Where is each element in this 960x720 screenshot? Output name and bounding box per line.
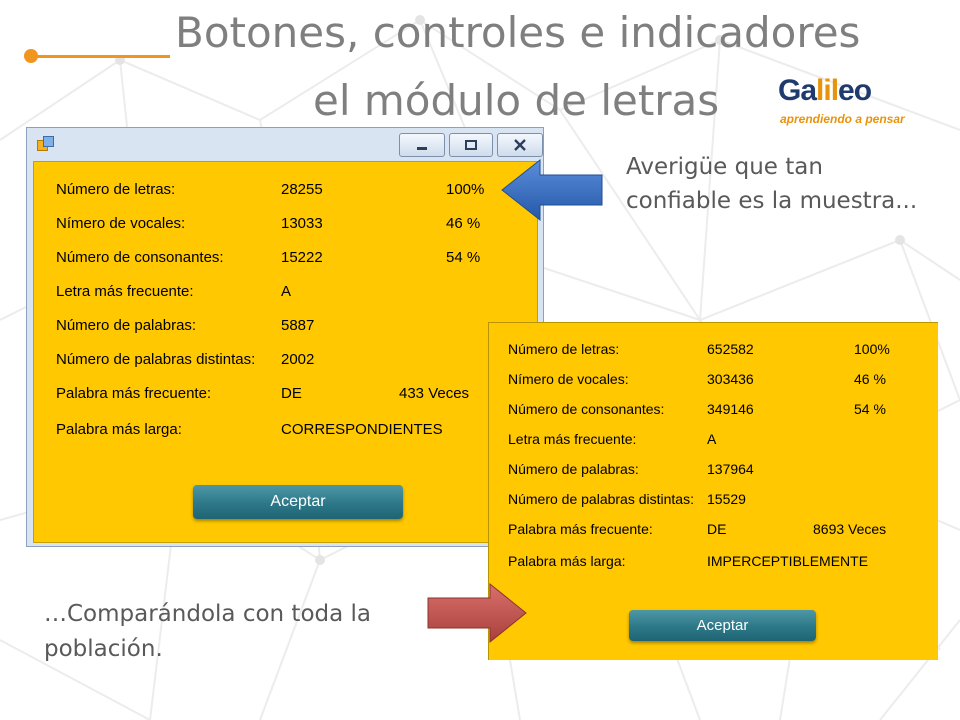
- note-population: …Comparándola con toda la población.: [44, 601, 372, 662]
- form-panel: [33, 161, 538, 543]
- close-button[interactable]: [497, 133, 543, 157]
- row-label: Letra más frecuente:: [508, 431, 637, 447]
- row-value: 28255: [281, 181, 323, 198]
- row-label: Número de palabras:: [56, 317, 197, 334]
- row-label: Número de palabras distintas:: [508, 491, 694, 507]
- row-label: Palabra más larga:: [56, 421, 182, 438]
- row-label: Nímero de vocales:: [56, 215, 186, 232]
- row-value: 349146: [707, 401, 754, 417]
- row-label: Número de letras:: [508, 341, 620, 357]
- row-value: 137964: [707, 461, 754, 477]
- slide-title-line2: el módulo de letras: [313, 76, 720, 125]
- logo-name-highlight: lil: [816, 74, 839, 107]
- restore-button[interactable]: [449, 133, 493, 157]
- row-label: Número de consonantes:: [56, 249, 224, 266]
- row-extra: 46 %: [446, 215, 481, 232]
- red-right-arrow-icon: [426, 582, 528, 644]
- row-value: 303436: [707, 371, 754, 387]
- window-titlebar: [27, 128, 543, 160]
- row-value: CORRESPONDIENTES: [281, 421, 443, 438]
- note-sample: Averigüe que tan confiable es la muestra...: [626, 154, 918, 214]
- row-label: Número de letras:: [56, 181, 176, 198]
- row-extra: 100%: [446, 181, 485, 198]
- restore-icon: [464, 138, 478, 152]
- row-value: DE: [281, 385, 302, 402]
- row-value: A: [281, 283, 292, 300]
- row-label: Letra más frecuente:: [56, 283, 194, 300]
- logo-name-start: Ga: [778, 74, 817, 107]
- row-value: IMPERCEPTIBLEMENTE: [707, 553, 869, 569]
- row-value: 2002: [281, 351, 315, 368]
- sample-results-window: [26, 127, 544, 547]
- row-extra: 54 %: [446, 249, 481, 266]
- row-value: A: [707, 431, 717, 447]
- row-extra: 100%: [854, 341, 890, 357]
- row-value: 15529: [707, 491, 746, 507]
- blue-left-arrow-icon: [500, 158, 604, 222]
- row-label: Palabra más frecuente:: [56, 385, 212, 402]
- row-extra: 46 %: [854, 371, 886, 387]
- close-icon: [513, 138, 527, 152]
- row-label: Palabra más larga:: [508, 553, 626, 569]
- title-accent-dot: [24, 49, 38, 63]
- row-label: Número de palabras distintas:: [56, 351, 256, 368]
- logo-name-end: eo: [838, 74, 872, 107]
- galileo-logo: [778, 70, 918, 130]
- row-value: 15222: [281, 249, 323, 266]
- row-label: Número de consonantes:: [508, 401, 665, 417]
- title-accent-line: [32, 55, 170, 58]
- population-results-window: [488, 322, 938, 660]
- row-label: Nímero de vocales:: [508, 371, 629, 387]
- slide-title: Botones, controles e indicadores: [175, 8, 861, 57]
- row-label: Número de palabras:: [508, 461, 639, 477]
- row-extra: 8693 Veces: [813, 521, 887, 537]
- app-icon: [37, 136, 53, 152]
- row-value: 5887: [281, 317, 315, 334]
- row-value: 13033: [281, 215, 323, 232]
- logo-name: [778, 74, 871, 108]
- row-extra: 433 Veces: [399, 385, 470, 402]
- row-label: Palabra más frecuente:: [508, 521, 653, 537]
- row-extra: 54 %: [854, 401, 886, 417]
- minimize-icon: [415, 138, 429, 152]
- minimize-button[interactable]: [399, 133, 445, 157]
- row-value: 652582: [707, 341, 754, 357]
- aceptar-button[interactable]: Aceptar: [193, 485, 403, 519]
- row-value: DE: [707, 521, 727, 537]
- logo-tagline: aprendiendo a pensar: [780, 112, 905, 126]
- aceptar-button[interactable]: Aceptar: [629, 610, 816, 641]
